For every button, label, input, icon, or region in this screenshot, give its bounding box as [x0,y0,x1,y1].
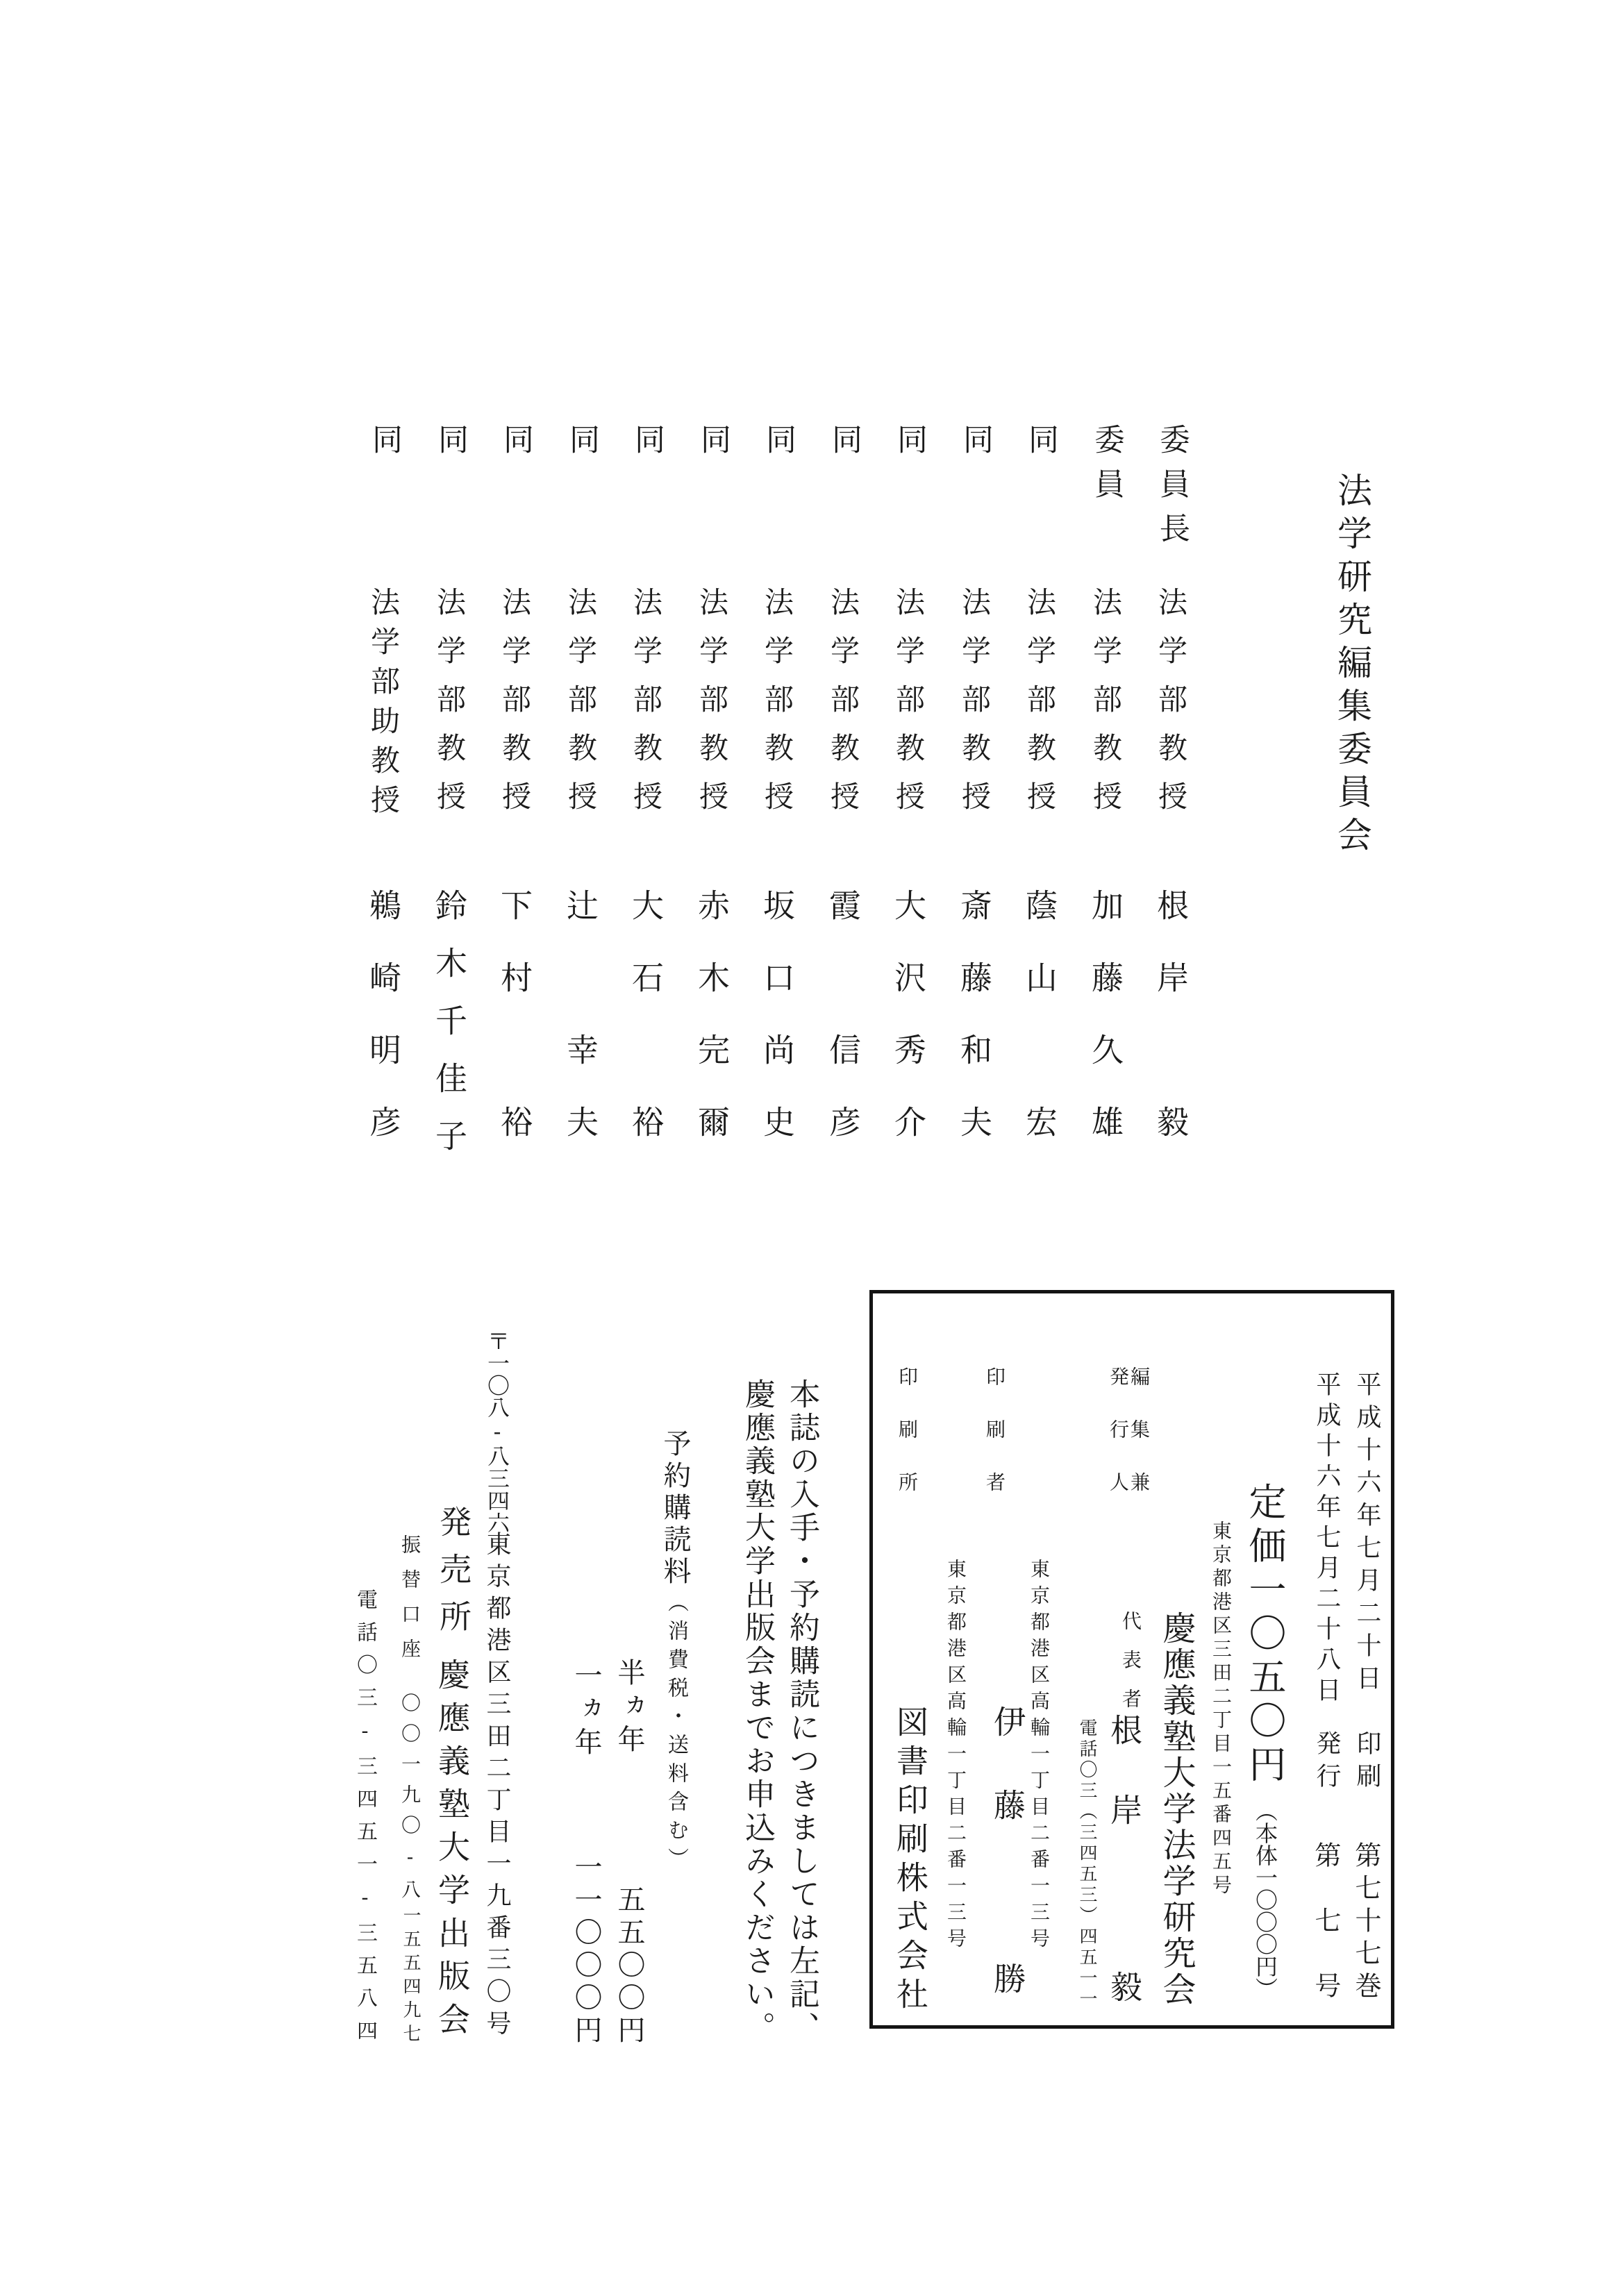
printer-givenname: 勝 [989,1962,1026,1994]
member-affiliation: 法学部教授 [826,587,860,830]
member-role: 同 [564,424,599,468]
member-affiliation: 法学部教授 [564,587,598,830]
member-affiliation: 法学部教授 [433,587,467,830]
publisher-role-label-2: 発行人 [1107,1366,1130,1525]
half-year-price: 五五〇〇円 [613,1885,645,2048]
order-notice-line-1: 本誌の入手・予約購読につきましては左記、 [784,1378,819,2045]
postal-transfer-label: 振替口座 [399,1534,422,1673]
publisher-phone: 電話〇三（三四五三）四五一一 [1076,1718,1097,2010]
member-role: 同 [498,424,533,468]
member-name: 根岸 毅 [1152,889,1190,1178]
member-affiliation: 法学部教授 [958,587,992,830]
member-name: 赤木完爾 [693,889,731,1178]
seller-phone: 電話〇三-三四五一-三五八四 [353,1589,377,2052]
member-name: 大石 裕 [627,889,665,1178]
member-name: 下村 裕 [496,889,533,1178]
member-role: 同 [826,424,862,468]
member-name: 大沢秀介 [890,889,927,1178]
member-role: 同 [629,424,665,468]
member-role: 同 [892,424,927,468]
member-role: 同 [760,424,796,468]
member-affiliation: 法学部教授 [892,587,926,830]
member-affiliation: 法学部教授 [1154,587,1188,830]
member-name: 辻 幸夫 [562,889,599,1178]
member-role: 同 [433,424,468,468]
published-label: 発行 [1312,1730,1341,1795]
one-year-price: 一一〇〇〇円 [570,1852,602,2048]
seller-label: 発売所 [435,1505,472,1647]
seller-postal-code: 〒一〇八-八三四六 [484,1330,510,1534]
member-role: 同 [695,424,731,468]
publisher-address: 東京都港区三田二丁目一五番四五号 [1210,1520,1233,1898]
printer-label: 印刷者 [983,1366,1006,1525]
member-affiliation: 法学部教授 [1089,587,1123,830]
seller-name: 慶應義塾大学出版会 [433,1658,471,2045]
half-year-label: 半ヵ年 [613,1658,645,1758]
member-role: 同 [958,424,993,468]
editorial-committee-title: 法学研究編集委員会 [1332,472,1372,860]
seller-address: 東京都港区三田二丁目一九番三〇号 [483,1531,511,2042]
printshop-name: 図書印刷株式会社 [892,1705,929,2016]
subscription-fee-title: 予約購読料 [659,1429,691,1589]
representative-givenname: 毅 [1106,1970,1143,2002]
published-date: 平成十六年七月二十八日 [1312,1371,1341,1707]
representative-label: 代表者 [1119,1611,1142,1727]
member-name: 鵜崎明彦 [365,889,402,1178]
printer-surname: 伊藤 [989,1705,1026,1872]
price-main: 定価一〇五〇円 [1243,1482,1287,1788]
member-affiliation: 法学部教授 [760,587,794,830]
order-notice-line-2: 慶應義塾大学出版会までお申込みください。 [740,1378,775,2045]
representative-surname: 根岸 [1106,1713,1143,1873]
member-role: 同 [1023,424,1058,468]
price-note: （本体一〇〇〇円） [1252,1800,1278,2000]
member-name: 蔭山 宏 [1021,889,1058,1178]
member-affiliation: 法学部助教授 [367,587,401,824]
printed-label: 印刷 [1353,1730,1381,1795]
member-role: 同 [367,424,402,468]
member-affiliation: 法学部教授 [695,587,729,830]
volume-number: 第七十七巻 [1351,1841,1381,2004]
issue-number: 第 七 号 [1310,1841,1341,2004]
one-year-label: 一ヵ年 [570,1661,602,1761]
printshop-label: 印刷所 [896,1366,919,1525]
member-role: 委員 [1089,424,1124,512]
printed-date: 平成十六年七月二十日 [1353,1371,1381,1698]
postal-transfer-number-1: 〇〇一九〇-八 [399,1693,422,1910]
member-name: 加藤久雄 [1087,889,1124,1178]
member-name: 斎藤和夫 [956,889,993,1178]
printer-address: 東京都港区高輪一丁目二番一三号 [1028,1559,1051,1954]
member-name: 霞 信彦 [824,889,862,1178]
member-affiliation: 法学部教授 [498,587,532,830]
member-affiliation: 法学部教授 [629,587,663,830]
member-name: 坂口尚史 [758,889,796,1178]
postal-transfer-number-2: 一五五四九七 [400,1906,421,2047]
publisher-role-label-1: 編集兼 [1128,1366,1151,1525]
publisher-name: 慶應義塾大学法学研究会 [1157,1611,1196,2008]
member-affiliation: 法学部教授 [1023,587,1057,830]
member-role: 委員長 [1154,424,1190,557]
subscription-fee-note: （消費税・送料含む） [664,1591,688,1876]
printshop-address: 東京都港区高輪一丁目二番一三号 [944,1559,967,1954]
member-name: 鈴木千佳子 [431,889,468,1177]
